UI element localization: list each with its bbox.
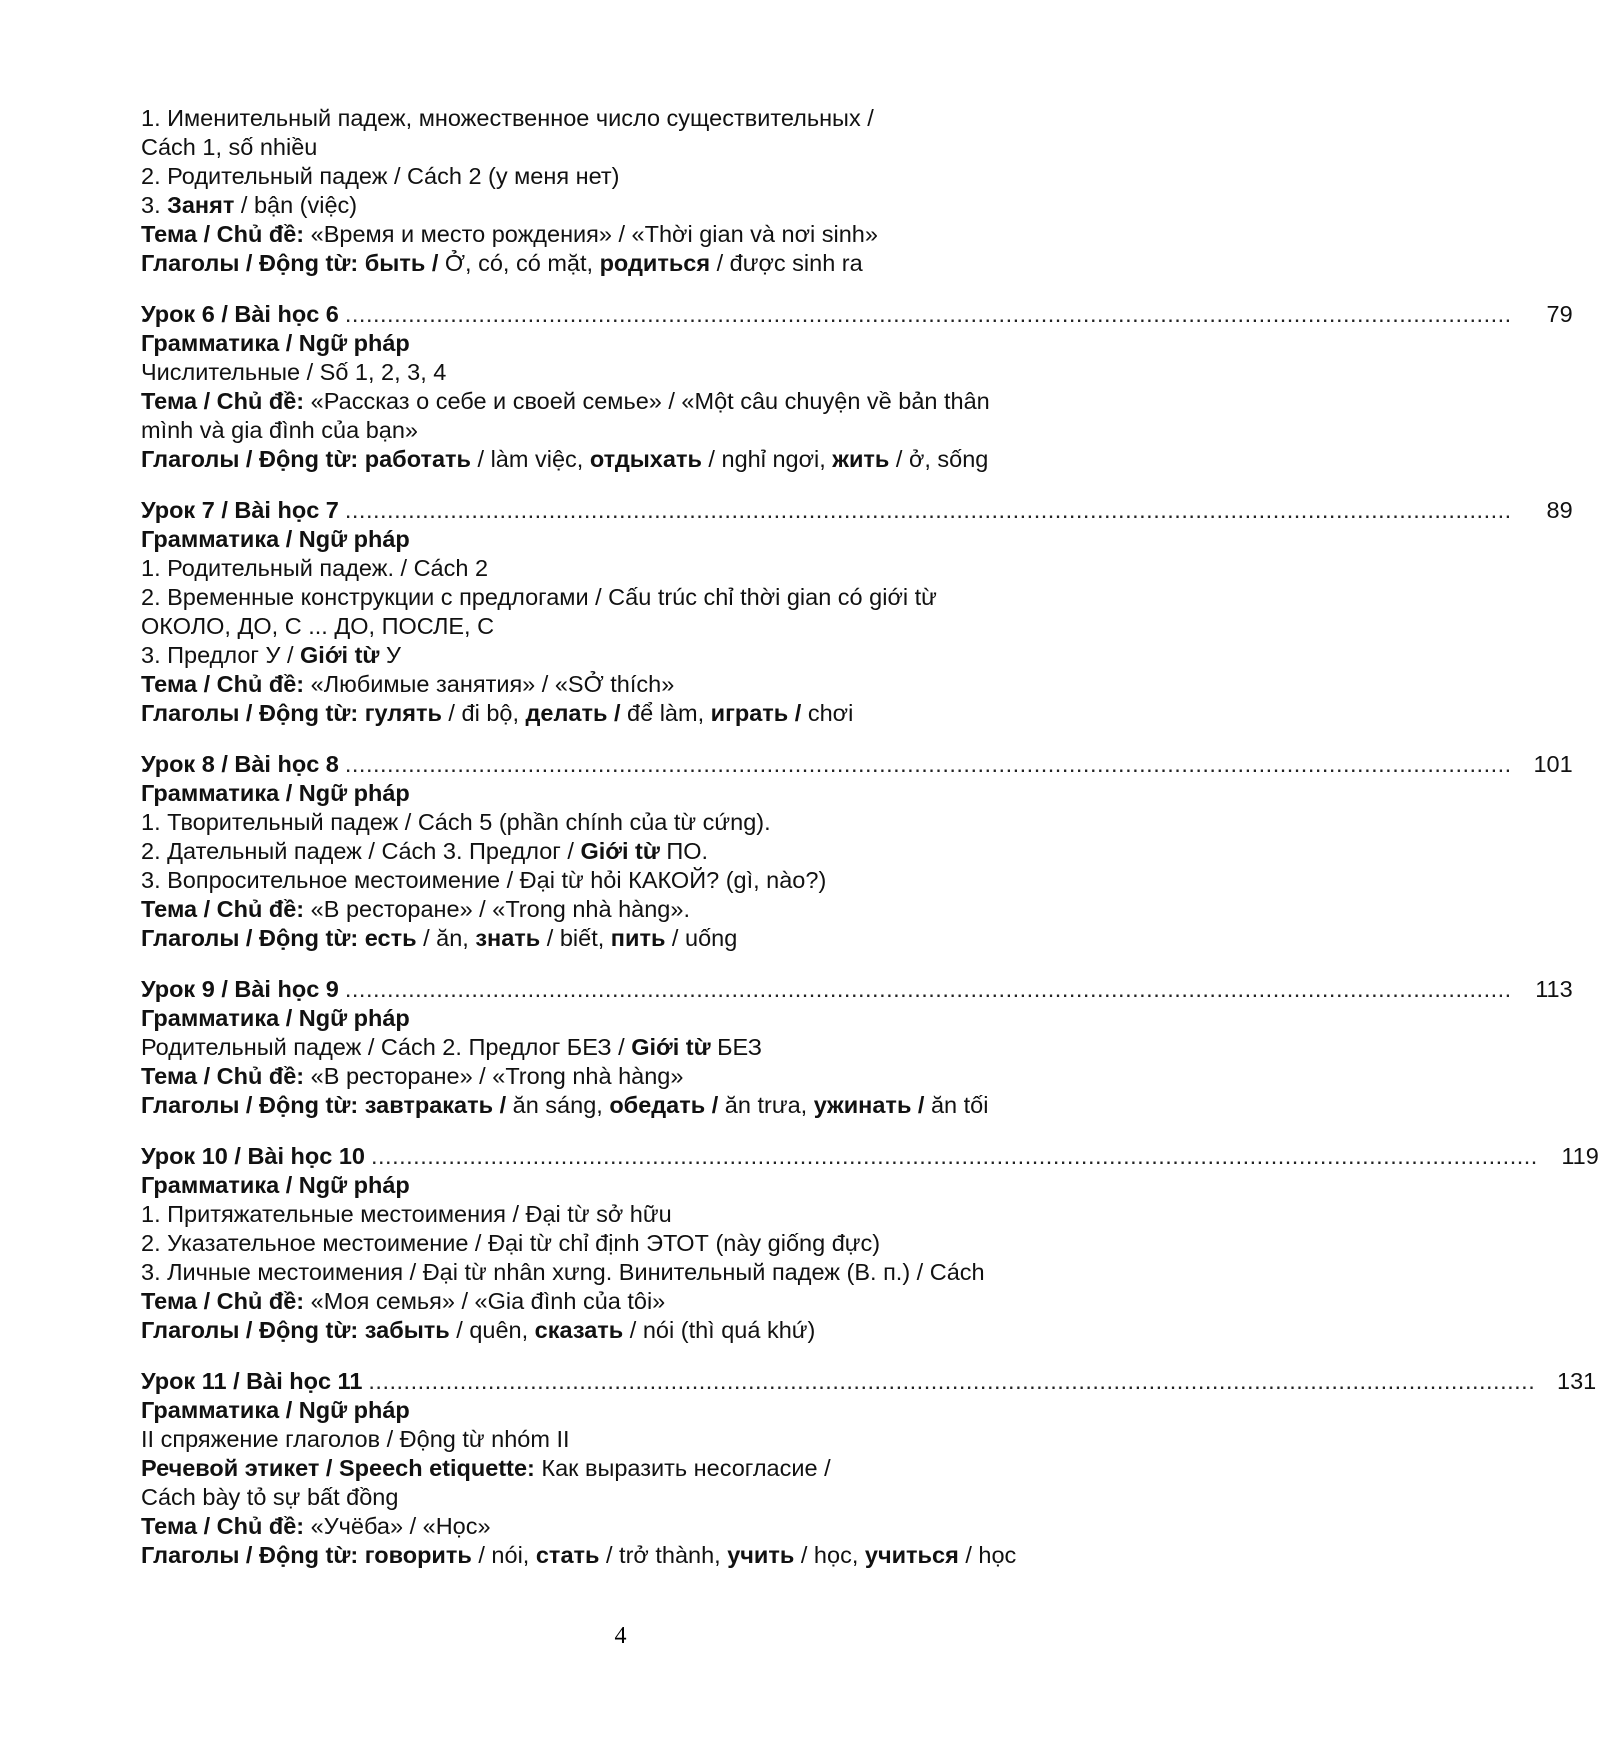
grammar-item: 1. Притяжательные местоимения / Đại từ sở hữu bbox=[141, 1201, 672, 1227]
theme-line: Тема / Chủ đề: «В ресторане» / «Trong nhà hàng» bbox=[141, 1063, 684, 1089]
lesson-10 bbox=[141, 1142, 1599, 1345]
verbs-line: Глаголы / Động từ: говорить / nói, стать / trở thành, учить / học, учиться / học bbox=[141, 1542, 1017, 1568]
grammar-heading: Грамматика / Ngữ pháp bbox=[141, 526, 410, 552]
grammar-item: 2. Временные конструкции с предлогами / Cấu trúc chỉ thời gian có giới từ bbox=[141, 584, 937, 610]
verbs-line: Глаголы / Động từ: завтракать / ăn sáng, обедать / ăn trưa, ужинать / ăn tối bbox=[141, 1092, 989, 1118]
etiquette-line: Речевой этикет / Speech etiquette: Как выразить несогласие / bbox=[141, 1455, 831, 1481]
table-of-contents bbox=[141, 104, 1599, 1570]
verbs-line: Глаголы / Động từ: работать / làm việc, отдыхать / nghỉ ngơi, жить / ở, sống bbox=[141, 446, 989, 472]
leader-dots: ...................................................................................................................................................................... bbox=[344, 976, 1512, 1002]
grammar-heading: Грамматика / Ngữ pháp bbox=[141, 1172, 410, 1198]
lesson-heading[interactable] bbox=[141, 496, 1573, 525]
etiquette-line-cont: Cách bày tỏ sự bất đồng bbox=[141, 1484, 399, 1510]
lesson-title: Урок 7 / Bài học 7 bbox=[141, 497, 339, 523]
lesson-11 bbox=[141, 1367, 1597, 1570]
page-ref: 113 bbox=[1535, 976, 1573, 1002]
leader-dots: ...................................................................................................................................................................... bbox=[344, 751, 1512, 777]
verbs-line: Глаголы / Động từ: есть / ăn, знать / biết, пить / uống bbox=[141, 925, 738, 951]
verbs-line: Глаголы / Động từ: забыть / quên, сказать / nói (thì quá khứ) bbox=[141, 1317, 816, 1343]
page-number: 4 bbox=[614, 1623, 627, 1649]
grammar-item: Родительный падеж / Cách 2. Предлог БЕЗ / Giới từ БЕЗ bbox=[141, 1034, 762, 1060]
grammar-item: 1. Родительный падеж. / Cách 2 bbox=[141, 555, 489, 581]
lesson-8 bbox=[141, 750, 1573, 953]
grammar-item: 3. Занят / bận (việc) bbox=[141, 192, 358, 218]
grammar-item: ОКОЛО, ДО, С ... ДО, ПОСЛЕ, С bbox=[141, 613, 495, 639]
grammar-item: 2. Указательное местоимение / Đại từ chỉ định ЭТОТ (này giống đực) bbox=[141, 1230, 881, 1256]
leader-dots: ...................................................................................................................................................................... bbox=[344, 301, 1512, 327]
lesson-title: Урок 6 / Bài học 6 bbox=[141, 301, 339, 327]
lesson-title: Урок 9 / Bài học 9 bbox=[141, 976, 339, 1002]
grammar-item: 2. Дательный падеж / Cách 3. Предлог / Giới từ ПО. bbox=[141, 838, 709, 864]
theme-line: Тема / Chủ đề: «Любимые занятия» / «SỞ thích» bbox=[141, 671, 675, 697]
page-ref: 79 bbox=[1546, 301, 1573, 327]
lesson-heading[interactable] bbox=[141, 750, 1573, 779]
lesson-title: Урок 8 / Bài học 8 bbox=[141, 751, 339, 777]
grammar-heading: Грамматика / Ngữ pháp bbox=[141, 330, 410, 356]
theme-line: Тема / Chủ đề: «Учёба» / «Học» bbox=[141, 1513, 491, 1539]
page-ref: 89 bbox=[1546, 497, 1573, 523]
lesson-title: Урок 10 / Bài học 10 bbox=[141, 1143, 365, 1169]
theme-line: Тема / Chủ đề: «В ресторане» / «Trong nhà hàng». bbox=[141, 896, 690, 922]
grammar-item: 3. Личные местоимения / Đại từ nhân xưng. Винительный падеж (В. п.) / Cách bbox=[141, 1259, 985, 1285]
page-ref: 119 bbox=[1561, 1143, 1599, 1169]
grammar-item: 1. Именительный падеж, множественное число существительных / bbox=[141, 105, 874, 131]
lesson-9 bbox=[141, 975, 1573, 1120]
lesson-title: Урок 11 / Bài học 11 bbox=[141, 1368, 363, 1394]
lesson-heading[interactable] bbox=[141, 1367, 1597, 1396]
grammar-item: 3. Предлог У / Giới từ У bbox=[141, 642, 401, 668]
theme-line: Тема / Chủ đề: «Время и место рождения» / «Thời gian và nơi sinh» bbox=[141, 221, 878, 247]
verbs-line: Глаголы / Động từ: быть / Ở, có, có mặt, родиться / được sinh ra bbox=[141, 250, 863, 276]
theme-line: Тема / Chủ đề: «Рассказ о себе и своей семье» / «Một câu chuyện về bản thân bbox=[141, 388, 990, 414]
grammar-heading: Грамматика / Ngữ pháp bbox=[141, 1005, 410, 1031]
lesson-heading[interactable] bbox=[141, 300, 1573, 329]
theme-line-cont: mình và gia đình của bạn» bbox=[141, 417, 418, 443]
lesson-heading[interactable] bbox=[141, 975, 1573, 1004]
grammar-item: Числительные / Số 1, 2, 3, 4 bbox=[141, 359, 447, 385]
grammar-heading: Грамматика / Ngữ pháp bbox=[141, 1397, 410, 1423]
grammar-item: 3. Вопросительное местоимение / Đại từ hỏi КАКОЙ? (gì, nào?) bbox=[141, 867, 827, 893]
grammar-item: Cách 1, số nhiều bbox=[141, 134, 318, 160]
verbs-line: Глаголы / Động từ: гулять / đi bộ, делать / để làm, играть / chơi bbox=[141, 700, 854, 726]
lesson-5-continuation bbox=[141, 104, 1131, 278]
lesson-6 bbox=[141, 300, 1573, 474]
leader-dots: ...................................................................................................................................................................... bbox=[368, 1368, 1536, 1394]
lesson-heading[interactable] bbox=[141, 1142, 1599, 1171]
page-ref: 131 bbox=[1557, 1368, 1597, 1394]
grammar-item: 1. Творительный падеж / Cách 5 (phần chính của từ cứng). bbox=[141, 809, 771, 835]
lesson-7 bbox=[141, 496, 1573, 728]
grammar-item: II спряжение глаголов / Động từ nhóm II bbox=[141, 1426, 570, 1452]
grammar-item: 2. Родительный падеж / Cách 2 (у меня нет) bbox=[141, 163, 620, 189]
page-ref: 101 bbox=[1533, 751, 1573, 777]
theme-line: Тема / Chủ đề: «Моя семья» / «Gia đình của tôi» bbox=[141, 1288, 666, 1314]
grammar-heading: Грамматика / Ngữ pháp bbox=[141, 780, 410, 806]
leader-dots: ...................................................................................................................................................................... bbox=[371, 1143, 1538, 1169]
leader-dots: ...................................................................................................................................................................... bbox=[344, 497, 1512, 523]
